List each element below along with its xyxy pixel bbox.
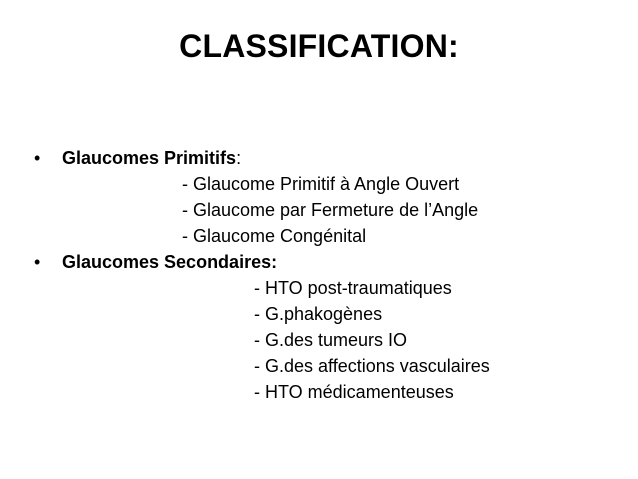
list-item: - G.phakogènes xyxy=(254,304,383,324)
section-header xyxy=(34,145,478,171)
section-label: Glaucomes Secondaires: xyxy=(62,252,278,272)
bullet-icon: • xyxy=(34,252,41,272)
section-label-suffix: : xyxy=(236,148,242,168)
list-item: - Glaucome Congénital xyxy=(182,226,367,246)
list-item: - Glaucome par Fermeture de l’Angle xyxy=(182,200,479,220)
list-item: - G.des affections vasculaires xyxy=(254,356,490,376)
list-item: - G.des tumeurs IO xyxy=(254,330,408,350)
sub-list xyxy=(182,171,478,249)
slide-title: CLASSIFICATION: xyxy=(179,28,459,64)
list-item: - HTO médicamenteuses xyxy=(254,382,454,402)
section-glaucomes-primitifs xyxy=(34,145,478,249)
section-label: Glaucomes Primitifs xyxy=(62,148,237,168)
list-item: - HTO post-traumatiques xyxy=(254,278,452,298)
section-glaucomes-secondaires xyxy=(34,249,490,405)
section-header xyxy=(34,249,490,275)
list-item: - Glaucome Primitif à Angle Ouvert xyxy=(182,174,460,194)
sub-list xyxy=(254,275,490,405)
bullet-icon: • xyxy=(34,148,41,168)
